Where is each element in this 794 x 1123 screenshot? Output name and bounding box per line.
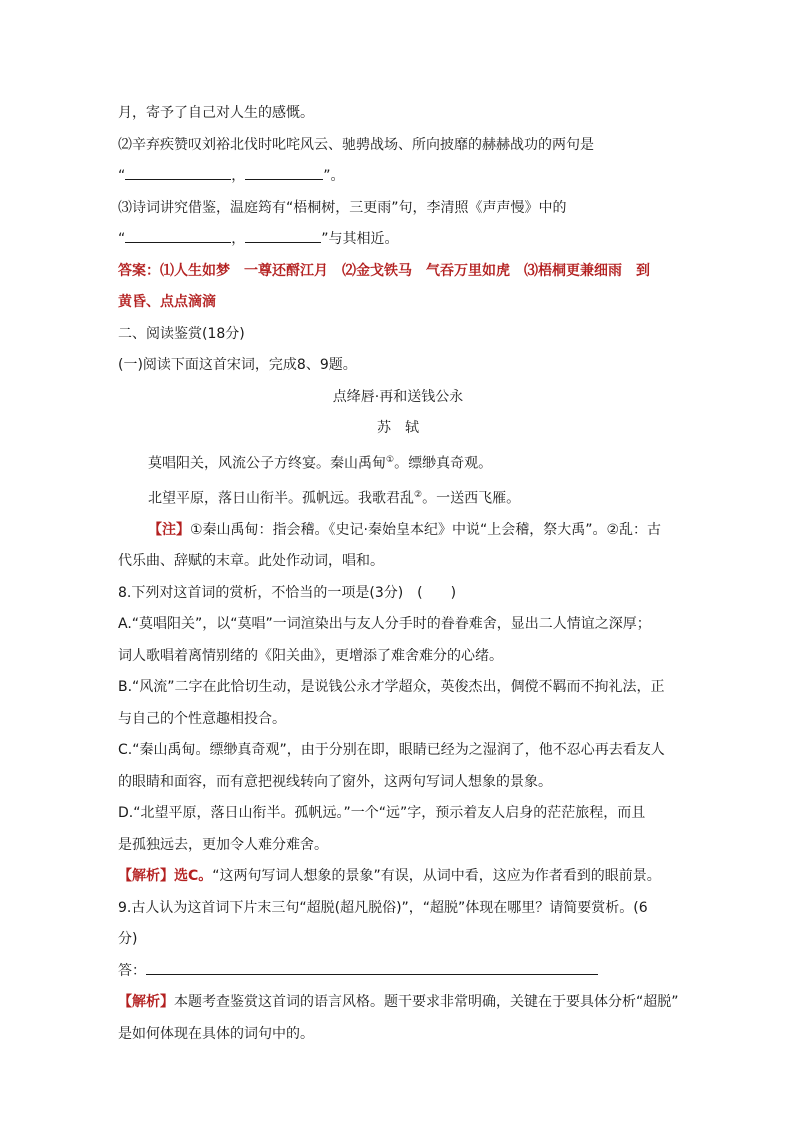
answer-label: 答： [118,962,146,979]
question-2-blanks: “ ， ”。 [118,161,678,193]
option-c-line1: C.“秦山禹甸。缥缈真奇观”，由于分别在即，眼睛已经为之湿润了，他不忍心再去看友人 [118,742,665,759]
answer-field-row [118,956,678,988]
paragraph-continuation: 月，寄予了自己对人生的感慨。 [118,105,314,121]
question-3-line1: ⑶诗词讲究借鉴，温庭筠有“梧桐树，三更雨”句，李清照《声声慢》中的 [118,199,567,216]
poem-author: 苏 轼 [377,420,419,436]
section-heading: 二、阅读鉴赏(18分) [118,325,245,342]
analysis-tag: 【解析】 [118,868,174,885]
note-line-2: 代乐曲、辞赋的末章。此处作动词，唱和。 [118,553,384,570]
analysis-choice: 选C。 [174,868,213,885]
poem-title: 点绛唇·再和送钱公永 [332,388,464,405]
question-9-line2: 分) [118,931,138,948]
option-a-line2: 词人歌唱着离情别绪的《阳关曲》，更增添了难舍难分的心绪。 [118,647,503,664]
analysis-tag: 【解析】 [118,994,174,1011]
option-d-line2: 是孤独远去，更加令人难分难舍。 [118,836,328,853]
question-8: 8.下列对这首词的赏析，不恰当的一项是(3分) ( ) [118,584,457,601]
poem-line-1: 莫唱阳关，风流公子方终宴。秦山禹甸①。缥缈真奇观。 [148,454,493,472]
fill-blank[interactable] [245,165,323,180]
option-b-line1: B.“风流”二字在此恰切生动，是说钱公永才学超众，英俊杰出，倜傥不羁而不拘礼法，正 [118,679,665,696]
fill-blank[interactable] [125,228,231,243]
document-page [118,98,678,1050]
note-tag: 【注】 [148,521,190,538]
fill-blank[interactable] [245,228,321,243]
analysis-9-line1: 【解析】本题考查鉴赏这首词的语言风格。题干要求非常明确，关键在于要具体分析“超脱” [118,994,679,1011]
poem-line-2: 北望平原，落日山衔半。孤帆远。我歌君乱②。一送西飞雁。 [148,489,521,507]
question-9-line1: 9.古人认为这首词下片末三句“超脱(超凡脱俗)”，“超脱”体现在哪里？请简要赏析。(6 [118,899,648,916]
footnote-marker: ① [386,454,395,465]
footnote-marker: ② [414,489,423,500]
answer-line-2: 黄昏、点点滴滴 [118,294,216,310]
question-3-blanks: “ ， ”与其相近。 [118,224,678,256]
note-line-1: 【注】①秦山禹甸：指会稽。《史记·秦始皇本纪》中说“上会稽，祭大禹”。②乱：古 [148,521,662,538]
analysis-9-line2: 是如何体现在具体的词句中的。 [118,1025,314,1042]
subsection-heading: (一)阅读下面这首宋词，完成8、9题。 [118,357,357,373]
option-d-line1: D.“北望平原，落日山衔半。孤帆远。”一个“远”字，预示着友人启身的茫茫旅程，而且 [118,805,646,822]
question-2-line1: ⑵辛弃疾赞叹刘裕北伐时叱咤风云、驰骋战场、所向披靡的赫赫战功的两句是 [118,136,594,153]
answer-line-1: 答案：⑴人生如梦 一尊还酹江月 ⑵金戈铁马 气吞万里如虎 ⑶梧桐更兼细雨 到 [118,262,650,279]
option-c-line2: 的眼睛和面容，而有意把视线转向了窗外，这两句写词人想象的景象。 [118,773,552,790]
option-a-line1: A.“莫唱阳关”，以“莫唱”一词渲染出与友人分手时的眷眷难舍，显出二人情谊之深厚； [118,616,651,633]
analysis-8: 【解析】选C。“这两句写词人想象的景象”有误，从词中看，这应为作者看到的眼前景。 [118,868,661,885]
answer-blank[interactable] [146,962,598,975]
option-b-line2: 与自己的个性意趣相投合。 [118,710,286,727]
fill-blank[interactable] [125,165,231,180]
